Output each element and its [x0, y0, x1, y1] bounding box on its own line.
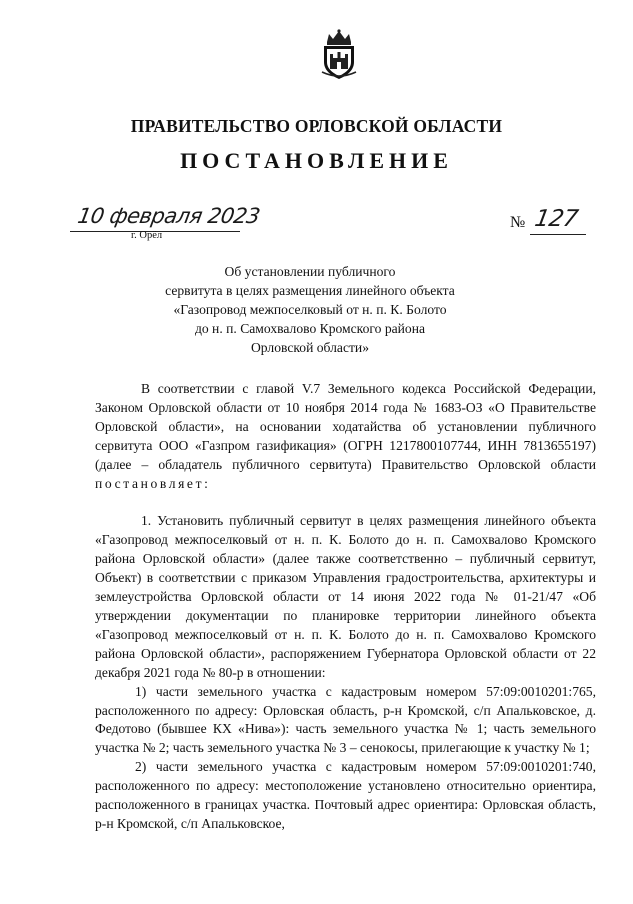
- subject-line: Об установлении публичного: [224, 264, 396, 279]
- preamble-paragraph: [95, 380, 596, 493]
- item-1-paragraph: 1. Установить публичный сервитут в целях размещения линейного объекта «Газопровод межпоселковый от н. п. К. Болото до н. п. Самохвалово Кромского района Орловской области» (далее также соответственно – публичный сервитут, Объект) в соответствии с приказом Управления градостроительства, архитектуры и землеустройства Орловской области от 14 июня 2022 года № 01-21/47 «Об утверждении документации по планировке территории линейного объекта «Газопровод межпоселковый от н. п. К. Болото до н. п. Самохвалово Кромского района Орловской области», распоряжением Губернатора Орловской области от 22 декабря 2021 года № 80-р в отношении:: [95, 513, 596, 680]
- document-number: 127: [532, 206, 580, 232]
- document-subject: [150, 262, 470, 357]
- subject-line: Орловской области»: [250, 340, 369, 355]
- item-1-2-paragraph: 2) части земельного участка с кадастровым номером 57:09:0010201:740, расположенного по адресу: местоположение установлено относительно ориентира, расположенного в границах участка. Почтовый адрес ориентира: Орловская область, р-н Кромской, с/п Апальковское,: [95, 759, 596, 831]
- number-underline: [530, 234, 586, 235]
- number-sign: №: [510, 214, 526, 231]
- document-type-title: ПОСТАНОВЛЕНИЕ: [180, 148, 453, 173]
- item-1-1-paragraph: 1) части земельного участка с кадастровым номером 57:09:0010201:765, расположенного по адресу: Орловская область, р-н Кромской, с/п Апальковское, д. Федотово (бывшее КХ «Нива»): часть земельного участка № 1; часть земельного участка № 2; часть земельного участка № 3 – сенокосы, прилегающие к участку № 1;: [95, 683, 596, 756]
- resolves-word: постановляет:: [95, 475, 211, 491]
- preamble-text: В соответствии с главой V.7 Земельного кодекса Российской Федерации, Законом Орловской области от 10 ноября 2014 года № 1683-ОЗ «О Правительстве Орловской области», на основании ходатайства об установлении публичного сервитута ООО «Газпром газификация» (ОГРН 1217800107744, ИНН 7813655197) (далее – обладатель публичного сервитута) Правительство Орловской области: [95, 381, 596, 472]
- subject-line: до н. п. Самохвалово Кромского района: [194, 321, 426, 336]
- coat-of-arms-icon: [318, 28, 360, 80]
- subject-line: «Газопровод межпоселковый от н. п. К. Болото: [173, 302, 447, 317]
- document-body: [95, 380, 596, 834]
- city-label: г. Орёл: [131, 230, 163, 241]
- organization-title: ПРАВИТЕЛЬСТВО ОРЛОВСКОЙ ОБЛАСТИ: [130, 116, 503, 136]
- subject-line: сервитута в целях размещения линейного объекта: [165, 283, 455, 298]
- signature-date: 10 февраля 2023: [75, 204, 262, 228]
